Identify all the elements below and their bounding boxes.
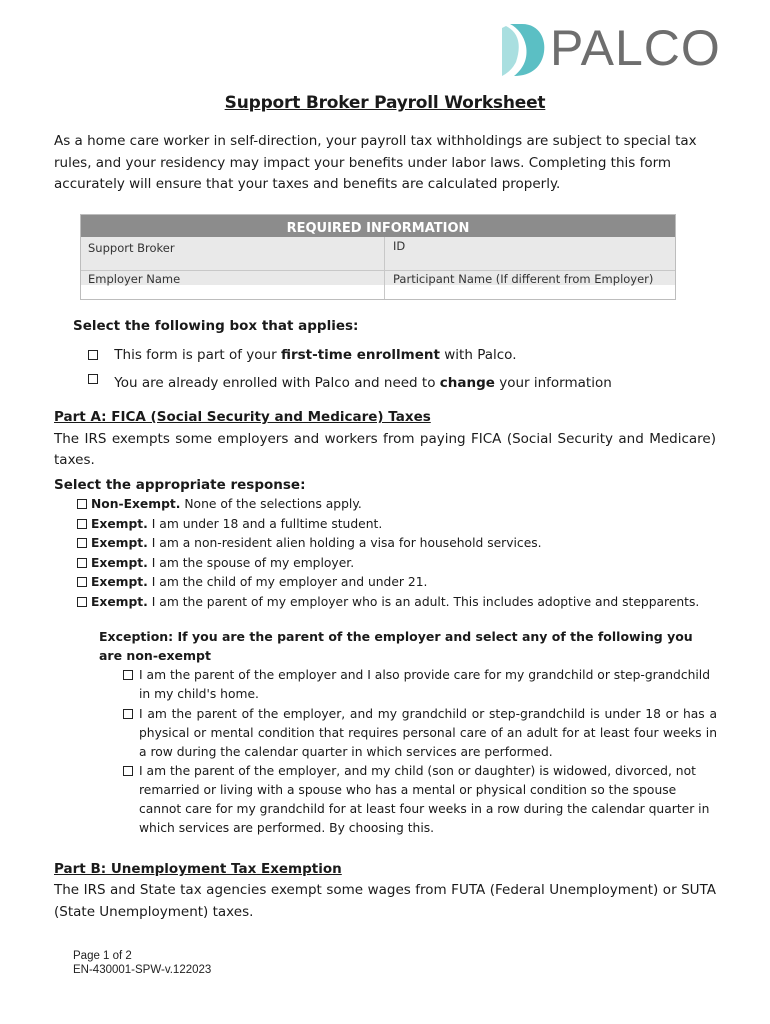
option-text: your information	[494, 375, 612, 391]
fica-option[interactable]	[77, 534, 717, 554]
option-text: I am the child of my employer and under 21.	[147, 575, 428, 589]
option-bold-text: change	[439, 375, 495, 391]
page-number: Page 1 of 2	[73, 950, 132, 962]
option-text: I am the spouse of my employer.	[147, 555, 355, 570]
checkbox[interactable]	[77, 519, 87, 529]
fica-option[interactable]	[77, 495, 717, 515]
checkbox[interactable]	[88, 374, 98, 384]
part-a-select-heading: Select the appropriate response:	[54, 477, 306, 493]
part-b-text: The IRS and State tax agencies exempt some wages from FUTA (Federal Unemployment) or SUTA (State Unemployment) taxes.	[54, 882, 716, 920]
table-divider	[81, 270, 675, 271]
option-status: Exempt.	[91, 516, 148, 531]
fica-option[interactable]	[77, 573, 717, 593]
exception-item-text: I am the parent of the employer, and my child (son or daughter) is widowed, divorced, not remarried or living with a spouse who has a mental or physical condition so the spouse cannot care for my grandchild for at least four weeks in a row during the calendar quarter in which services are performed. By choosing this.	[139, 764, 710, 835]
employer-name-field[interactable]: Employer Name	[88, 272, 181, 286]
palco-logo	[500, 20, 721, 78]
option-status: Exempt.	[91, 555, 148, 570]
required-information-header: REQUIRED INFORMATION	[81, 215, 675, 237]
exception-item[interactable]	[123, 666, 717, 704]
exception-item[interactable]	[123, 705, 717, 762]
palco-logo-mark-icon	[500, 22, 548, 78]
checkbox[interactable]	[123, 766, 133, 776]
footer	[73, 949, 211, 977]
required-information-table	[80, 214, 676, 300]
participant-name-field[interactable]: Participant Name (If different from Employer)	[393, 272, 654, 286]
option-text: with Palco.	[439, 347, 517, 363]
id-field[interactable]: ID	[393, 239, 406, 253]
part-a-text: The IRS exempts some employers and workers from paying FICA (Social Security and Medicare) taxes.	[54, 431, 716, 468]
part-a-heading: Part A: FICA (Social Security and Medicare) Taxes	[54, 409, 431, 425]
exception-item-text: I am the parent of the employer and I also provide care for my grandchild or step-grandchild in my child's home.	[139, 668, 711, 701]
enrollment-option-change[interactable]	[88, 374, 612, 391]
fica-option[interactable]	[77, 515, 717, 535]
option-status: Exempt.	[91, 536, 148, 550]
fica-options-list	[77, 495, 717, 612]
checkbox[interactable]	[77, 577, 87, 587]
form-code: EN-430001-SPW-v.122023	[73, 964, 212, 976]
checkbox[interactable]	[123, 670, 133, 680]
exception-heading: Exception: If you are the parent of the employer and select any of the following you are non-exempt	[99, 629, 693, 663]
table-divider	[384, 237, 385, 299]
fica-option[interactable]	[77, 593, 717, 613]
option-bold-text: first-time enrollment	[280, 347, 440, 363]
page-title: Support Broker Payroll Worksheet	[224, 93, 546, 113]
option-text: I am under 18 and a fulltime student.	[147, 516, 383, 531]
support-broker-field[interactable]: Support Broker	[88, 241, 175, 255]
option-text: I am a non-resident alien holding a visa for household services.	[147, 536, 542, 550]
option-text: You are already enrolled with Palco and need to	[114, 375, 440, 391]
enrollment-heading: Select the following box that applies:	[73, 318, 359, 334]
option-status: Non-Exempt.	[91, 497, 181, 511]
option-text: This form is part of your	[114, 347, 281, 363]
fica-option[interactable]	[77, 554, 717, 574]
part-b-heading: Part B: Unemployment Tax Exemption	[54, 861, 342, 877]
checkbox[interactable]	[77, 597, 87, 607]
exception-item-text: I am the parent of the employer, and my grandchild or step-grandchild is under 18 or has a physical or mental condition that requires personal care of an adult for at least four weeks in a row during the calendar quarter in which services are performed.	[139, 707, 717, 759]
option-status: Exempt.	[91, 575, 148, 589]
checkbox[interactable]	[88, 350, 98, 360]
checkbox[interactable]	[123, 709, 133, 719]
option-text: I am the parent of my employer who is an adult. This includes adoptive and stepparents.	[147, 594, 700, 609]
option-text: None of the selections apply.	[180, 497, 362, 511]
checkbox[interactable]	[77, 558, 87, 568]
exception-item[interactable]	[123, 762, 717, 838]
checkbox[interactable]	[77, 499, 87, 509]
checkbox[interactable]	[77, 538, 87, 548]
enrollment-option-first-time[interactable]	[88, 347, 517, 363]
intro-paragraph: As a home care worker in self-direction, your payroll tax withholdings are subject to special tax rules, and your residency may impact your benefits under labor laws. Completing this form accurately will ensure that your taxes and benefits are calculated properly.	[54, 133, 697, 192]
palco-logo-text: PALCO	[550, 20, 721, 76]
option-status: Exempt.	[91, 594, 148, 609]
